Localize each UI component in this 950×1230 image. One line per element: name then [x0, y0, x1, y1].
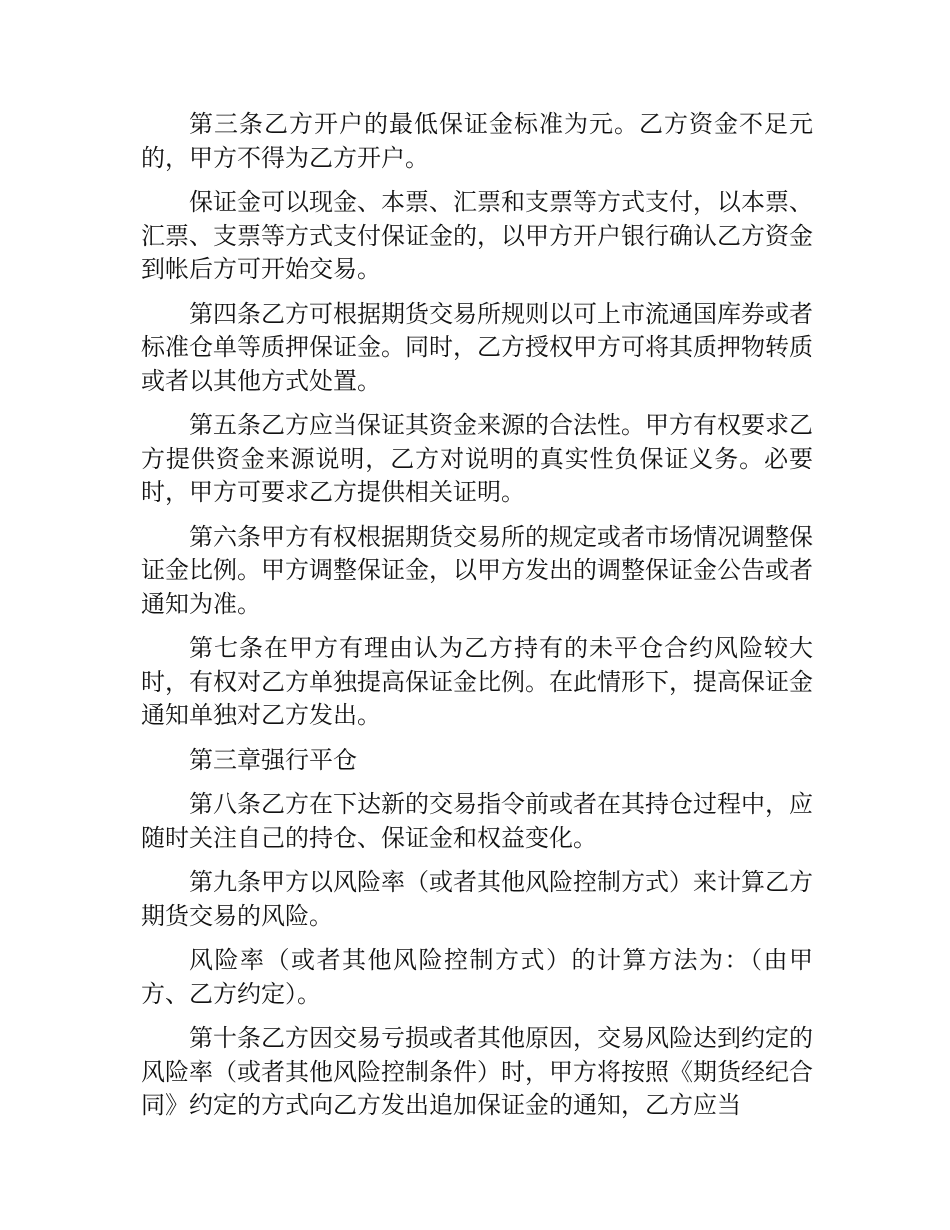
paragraph-risk-rate-method: 风险率（或者其他风险控制方式）的计算方法为：（由甲方、乙方约定）。 — [141, 946, 813, 1008]
chapter-heading: 第三章强行平仓 — [189, 745, 357, 774]
paragraph-article-8: 第八条乙方在下达新的交易指令前或者在其持仓过程中，应随时关注自己的持仓、保证金和权益变化。 — [141, 790, 813, 852]
paragraph-article-6: 第六条甲方有权根据期货交易所的规定或者市场情况调整保证金比例。甲方调整保证金，以甲方发出的调整保证金公告或者通知为准。 — [141, 522, 813, 618]
document-body — [141, 108, 813, 1134]
paragraph-article-5: 第五条乙方应当保证其资金来源的合法性。甲方有权要求乙方提供资金来源说明，乙方对说明的真实性负保证义务。必要时，甲方可要求乙方提供相关证明。 — [141, 411, 813, 506]
paragraph-article-3: 第三条乙方开户的最低保证金标准为元。乙方资金不足元的，甲方不得为乙方开户。 — [141, 110, 813, 172]
paragraph-article-10: 第十条乙方因交易亏损或者其他原因，交易风险达到约定的风险率（或者其他风险控制条件）时，甲方将按照《期货经纪合同》约定的方式向乙方发出追加保证金的通知，乙方应当 — [141, 1024, 813, 1119]
paragraph-article-4: 第四条乙方可根据期货交易所规则以可上市流通国库券或者标准仓单等质押保证金。同时，乙方授权甲方可将其质押物转质或者以其他方式处置。 — [141, 299, 813, 395]
paragraph-margin-payment: 保证金可以现金、本票、汇票和支票等方式支付，以本票、汇票、支票等方式支付保证金的，以甲方开户银行确认乙方资金到帐后方可开始交易。 — [141, 188, 813, 283]
paragraph-article-7: 第七条在甲方有理由认为乙方持有的未平仓合约风险较大时，有权对乙方单独提高保证金比例。在此情形下，提高保证金通知单独对乙方发出。 — [141, 634, 813, 729]
paragraph-article-9: 第九条甲方以风险率（或者其他风险控制方式）来计算乙方期货交易的风险。 — [141, 868, 813, 930]
